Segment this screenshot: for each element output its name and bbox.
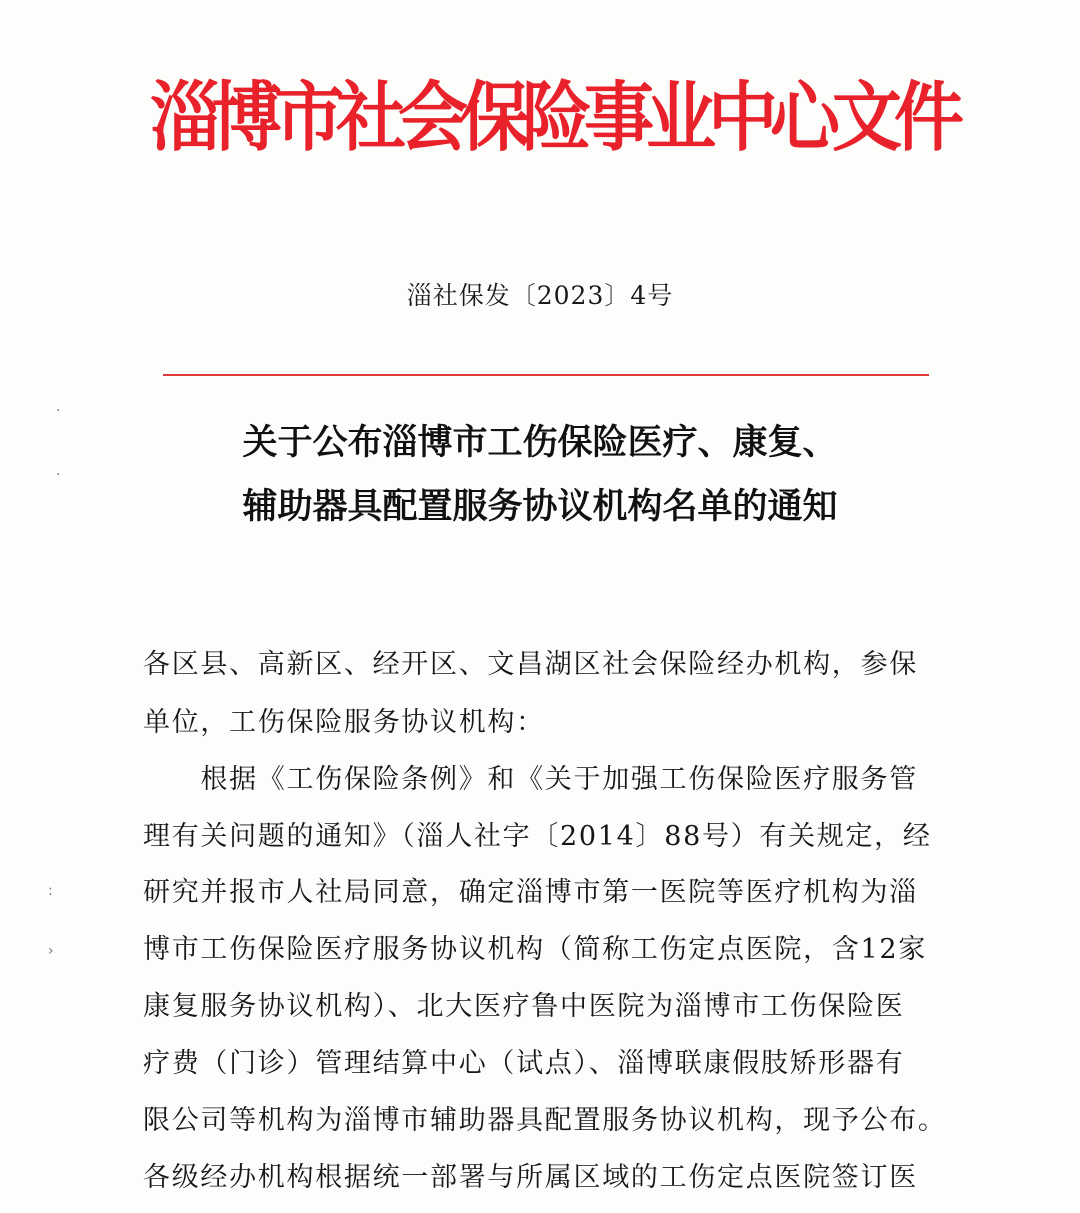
body-line: 根据《工伤保险条例》和《关于加强工伤保险医疗服务管: [143, 764, 918, 795]
body-line: 限公司等机构为淄博市辅助器具配置服务协议机构，现予公布。: [143, 1105, 947, 1136]
notice-title-line-1: 关于公布淄博市工伤保险医疗、康复、: [242, 422, 838, 463]
body-line: 康复服务协议机构）、北大医疗鲁中医院为淄博市工伤保险医: [143, 991, 905, 1022]
document-header-title: 淄博市社会保险事业中心文件: [150, 73, 956, 162]
scan-speck: ·: [56, 403, 61, 419]
body-line: 各级经办机构根据统一部署与所属区域的工伤定点医院签订医: [143, 1162, 918, 1193]
body-line: 博市工伤保险医疗服务协议机构（简称工伤定点医院，含12家: [143, 934, 927, 965]
notice-title-line-2: 辅助器具配置服务协议机构名单的通知: [242, 486, 838, 527]
scan-speck: ›: [48, 943, 54, 959]
scan-speck: :: [48, 883, 53, 899]
document-number: 淄社保发〔2023〕4号: [406, 281, 674, 310]
body-line: 各区县、高新区、经开区、文昌湖区社会保险经办机构，参保: [143, 649, 918, 680]
header-divider: [163, 374, 929, 376]
body-line: 研究并报市人社局同意，确定淄博市第一医院等医疗机构为淄: [143, 877, 918, 908]
scan-speck: ·: [56, 467, 61, 483]
body-line: 理有关问题的通知》（淄人社字〔2014〕88号）有关规定，经: [143, 821, 932, 852]
body-line: 单位，工伤保险服务协议机构：: [143, 707, 545, 738]
body-line: 疗费（门诊）管理结算中心（试点）、淄博联康假肢矫形器有: [143, 1048, 905, 1079]
